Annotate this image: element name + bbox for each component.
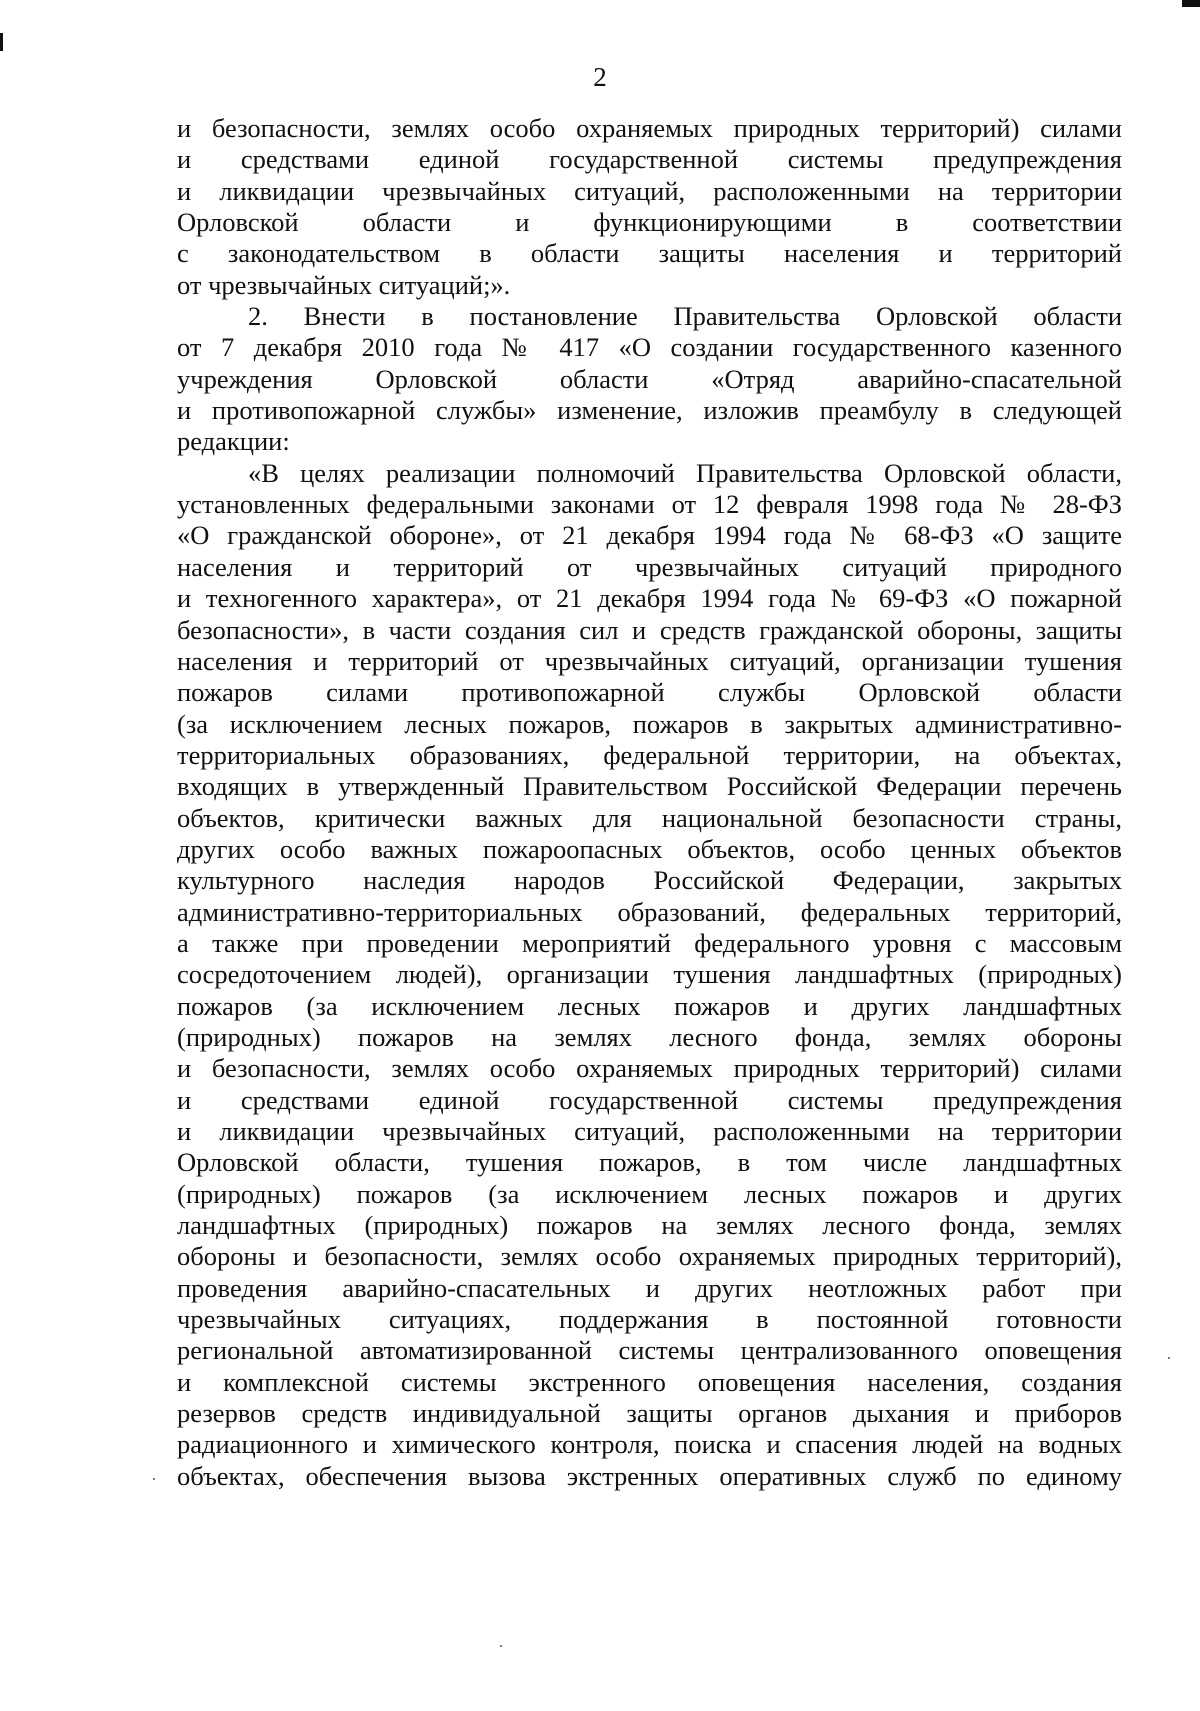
text-line: населения и территорий от чрезвычайных ситуаций природного — [177, 551, 1122, 582]
document-body — [177, 113, 1122, 1492]
text-line: входящих в утвержденный Правительством Российской Федерации перечень — [177, 771, 1122, 802]
text-line: установленных федеральными законами от 12 февраля 1998 года № 28-ФЗ — [177, 489, 1122, 520]
text-line: объектов, критически важных для национальной безопасности страны, — [177, 802, 1122, 833]
text-line: резервов средств индивидуальной защиты органов дыхания и приборов — [177, 1398, 1122, 1429]
text-line: территориальных образованиях, федеральной территории, на объектах, — [177, 739, 1122, 770]
text-line: обороны и безопасности, землях особо охраняемых природных территорий), — [177, 1241, 1122, 1272]
text-line: и безопасности, землях особо охраняемых природных территорий) силами — [177, 1053, 1122, 1084]
text-line: «О гражданской обороне», от 21 декабря 1994 года № 68-ФЗ «О защите — [177, 520, 1122, 551]
text-line: других особо важных пожароопасных объектов, особо ценных объектов — [177, 833, 1122, 864]
text-line: и средствами единой государственной системы предупреждения — [177, 144, 1122, 175]
text-line: пожаров силами противопожарной службы Орловской области — [177, 677, 1122, 708]
page-number: 2 — [593, 62, 607, 92]
text-line: радиационного и химического контроля, поиска и спасения людей на водных — [177, 1429, 1122, 1460]
text-line: ландшафтных (природных) пожаров на землях лесного фонда, землях — [177, 1210, 1122, 1241]
text-line: и безопасности, землях особо охраняемых природных территорий) силами — [177, 113, 1122, 143]
text-line: (природных) пожаров (за исключением лесных пожаров и других — [177, 1178, 1122, 1209]
text-line: населения и территорий от чрезвычайных ситуаций, организации тушения — [177, 645, 1122, 676]
text-line: «В целях реализации полномочий Правительства Орловской области, — [248, 457, 1122, 488]
text-line: от 7 декабря 2010 года № 417 «О создании государственного казенного — [177, 332, 1122, 363]
text-line: безопасности», в части создания сил и средств гражданской обороны, защиты — [177, 614, 1122, 645]
text-line: (природных) пожаров на землях лесного фонда, землях обороны — [177, 1021, 1122, 1052]
text-line: от чрезвычайных ситуаций;». — [177, 269, 511, 300]
text-line: проведения аварийно-спасательных и других неотложных работ при — [177, 1272, 1122, 1303]
text-line: и комплексной системы экстренного оповещения населения, создания — [177, 1366, 1122, 1397]
text-line: объектах, обеспечения вызова экстренных оперативных служб по единому — [177, 1460, 1122, 1491]
text-line: и средствами единой государственной системы предупреждения — [177, 1084, 1122, 1115]
text-line: Орловской области и функционирующими в соответствии — [177, 207, 1122, 238]
scan-speck — [153, 1478, 155, 1480]
text-line: культурного наследия народов Российской Федерации, закрытых — [177, 865, 1122, 896]
text-line: сосредоточением людей), организации тушения ландшафтных (природных) — [177, 959, 1122, 990]
text-line: а также при проведении мероприятий федерального уровня с массовым — [177, 927, 1122, 958]
text-line: и противопожарной службы» изменение, изложив преамбулу в следующей — [177, 395, 1122, 426]
text-line: и ликвидации чрезвычайных ситуаций, расположенными на территории — [177, 1116, 1122, 1146]
text-line: учреждения Орловской области «Отряд аварийно-спасательной — [177, 363, 1122, 394]
text-line: (за исключением лесных пожаров, пожаров в закрытых административно- — [177, 708, 1122, 739]
text-line: чрезвычайных ситуациях, поддержания в постоянной готовности — [177, 1304, 1122, 1335]
scan-speck — [500, 1645, 502, 1647]
scan-edge-mark-right — [1182, 0, 1200, 7]
scan-edge-mark-left — [0, 33, 3, 51]
text-line: Орловской области, тушения пожаров, в том числе ландшафтных — [177, 1147, 1122, 1178]
text-line: редакции: — [177, 426, 290, 457]
text-line: административно-территориальных образований, федеральных территорий, — [177, 896, 1122, 927]
scan-speck — [1168, 1357, 1170, 1359]
text-line: с законодательством в области защиты населения и территорий — [177, 238, 1122, 269]
text-line: региональной автоматизированной системы централизованного оповещения — [177, 1335, 1122, 1366]
text-line: пожаров (за исключением лесных пожаров и других ландшафтных — [177, 990, 1122, 1021]
text-line: 2. Внести в постановление Правительства Орловской области — [248, 301, 1122, 332]
text-line: и ликвидации чрезвычайных ситуаций, расположенными на территории — [177, 175, 1122, 206]
text-line: и техногенного характера», от 21 декабря 1994 года № 69-ФЗ «О пожарной — [177, 583, 1122, 614]
